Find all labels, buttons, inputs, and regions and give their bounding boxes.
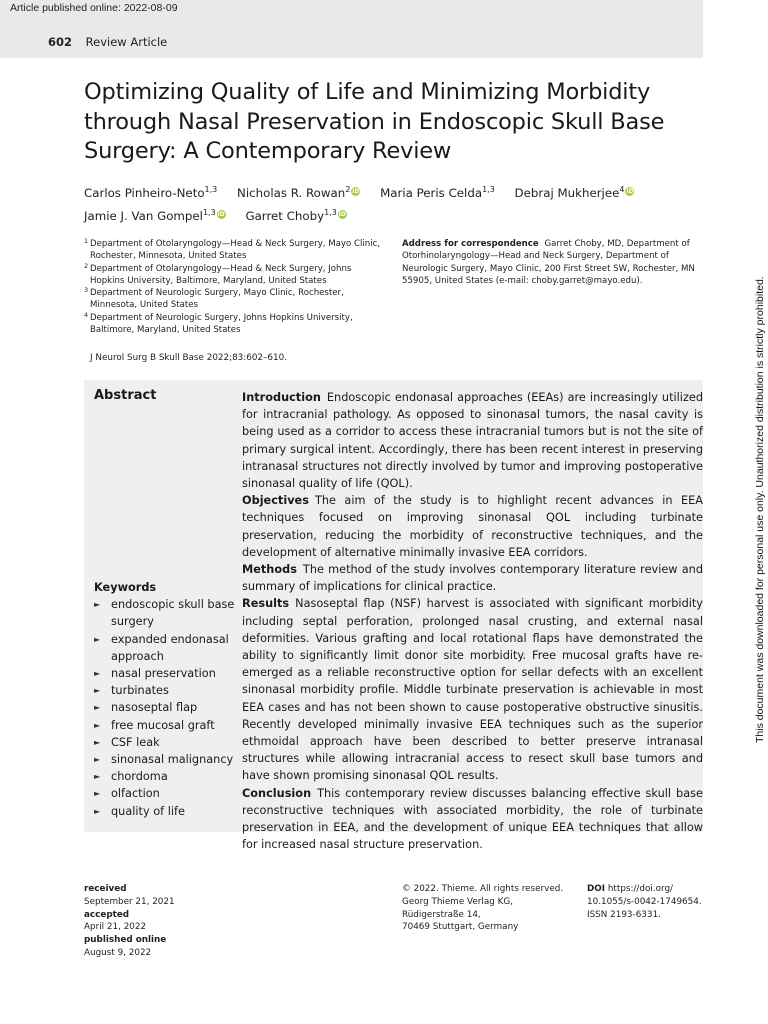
article-title: Optimizing Quality of Life and Minimizing Morbidity through Nasal Preservation in Endoscopic Skull Base Surgery: A Contemporary Review (84, 79, 665, 164)
affiliations (84, 238, 384, 336)
keyword-item: ► expanded endonasal approach (94, 631, 239, 665)
correspondence-label: Address for correspondence (402, 239, 539, 249)
running-header (48, 35, 167, 49)
keyword-item: ► chordoma (94, 768, 239, 785)
doi-link-cont[interactable]: 10.1055/s-0042-1749654. (587, 896, 702, 907)
affiliation-item: 2 Department of Otolaryngology—Head & Neck Surgery, Johns Hopkins University, Baltimore, Maryland, United States (84, 261, 352, 286)
citation: J Neurol Surg B Skull Base 2022;83:602–610. (90, 353, 288, 363)
issn: ISSN 2193-6331. (587, 909, 661, 920)
orcid-icon[interactable]: iD (338, 210, 346, 218)
orcid-icon[interactable]: iD (626, 187, 634, 195)
keyword-item: ► turbinates (94, 682, 239, 699)
affiliation-item: 3 Department of Neurologic Surgery, Mayo Clinic, Rochester, Minnesota, United States (84, 286, 344, 311)
date-value: September 21, 2021 (84, 896, 175, 907)
author[interactable]: Nicholas R. Rowan$^2$ iD (237, 185, 360, 200)
keyword-item: ► CSF leak (94, 734, 239, 751)
page-number: 602 (48, 35, 73, 49)
keyword-item: ► quality of life (94, 803, 239, 820)
date-value: August 9, 2022 (84, 947, 152, 958)
keywords-heading: Keywords (94, 581, 157, 594)
orcid-icon[interactable]: iD (217, 210, 225, 218)
published-date: Article published online: 2022-08-09 (10, 2, 178, 14)
keyword-item: ► free mucosal graft (94, 717, 239, 734)
author[interactable]: Carlos Pinheiro-Neto$^{1,3}$ (84, 185, 218, 200)
doi-link[interactable]: https://doi.org/ (607, 884, 673, 894)
author[interactable]: Debraj Mukherjee$^4$ iD (514, 185, 634, 200)
author[interactable]: Jamie J. Van Gompel$^{1,3}$ iD (84, 207, 225, 223)
doi-block (587, 883, 717, 921)
author-list (84, 180, 699, 226)
abstract-section: Objectives The aim of the study is to highlight recent advances in EEA techniques focused on improving sinonasal QOL including turbinate preservation, reducing the morbidity of reconstructive techniques, and the development of alternative minimally invasive EEA corridors. (242, 494, 703, 559)
keyword-item: ► endoscopic skull base surgery (94, 596, 239, 630)
keyword-item: ► olfaction (94, 785, 239, 802)
correspondence-text[interactable]: Garret Choby, MD, Department of Otorhinolaryngology—Head and Neck Surgery, Department of Neurologic Surgery, Mayo Clinic, 200 First Street SW, Rochester, MN 55905, United States (e-mail: choby.garret@mayo.edu). (402, 239, 695, 286)
abstract-section: Introduction Endoscopic endonasal approaches (EEAs) are increasingly utilized for intracranial pathology. As opposed to sinonasal tumors, the nasal cavity is being used as a corridor to access these intracranial tumors but is not the site of primary surgical intent. Accordingly, there has been recent interest in preserving intranasal structures not directly involved by tumor and improving postoperative sinonasal quality of life (QOL). (242, 391, 703, 491)
date-label: accepted (84, 909, 130, 920)
abstract-section: Methods The method of the study involves contemporary literature review and summary of implications for clinical practice. (242, 563, 703, 594)
keyword-item: ► sinonasal malignancy (94, 751, 239, 768)
keyword-item: ► nasoseptal flap (94, 699, 239, 716)
abstract-heading: Abstract (94, 388, 157, 403)
author[interactable]: Maria Peris Celda$^{1,3}$ (380, 185, 495, 200)
abstract-section: Conclusion This contemporary review discusses balancing effective skull base reconstructive techniques with associated morbidity, the role of turbinate preservation in EEA, and the development of unique EEA techniques that allow for increased nasal structure preservation. (242, 786, 703, 852)
copyright-notice: © 2022. Thieme. All rights reserved. Georg Thieme Verlag KG, Rüdigerstraße 14, 70469 Stuttgart, Germany (402, 884, 564, 933)
affiliation-item: 4 Department of Neurologic Surgery, Johns Hopkins University, Baltimore, Maryland, United States (84, 310, 353, 336)
correspondence (402, 238, 707, 287)
author[interactable]: Garret Choby$^{1,3}$ iD (245, 207, 346, 223)
keywords (94, 579, 239, 820)
date-value: April 21, 2022 (84, 922, 147, 933)
section-label: Review Article (85, 35, 168, 49)
date-label: received (84, 884, 127, 894)
download-notice: This document was downloaded for personal use only. Unauthorized distribution is strictly prohibited. (754, 276, 766, 743)
doi-label: DOI (587, 884, 606, 894)
keyword-item: ► nasal preservation (94, 665, 239, 682)
orcid-icon[interactable]: iD (352, 187, 360, 195)
abstract-section: Results Nasoseptal flap (NSF) harvest is associated with significant morbidity including septal perforation, prolonged nasal crusting, and external nasal deformities. Various grafting and local rotational flaps have demonstrated the ability to significantly limit donor site morbidity. Free mucosal grafts have re-emerged as a reliable reconstructive option for sellar defects with an excellent sinonasal morbidity profile. Middle turbinate preservation is achievable in most EEA cases and has not been shown to cause postoperative obstructive sinusitis. Recently developed minimally invasive EEA techniques such as the superior ethmoidal approach have been described to better preserve intranasal structures while allowing intracranial access to resect skull base tumors and have shown promising sinonasal QOL results. (242, 597, 703, 783)
article-dates (84, 883, 284, 960)
abstract-body (242, 389, 703, 853)
date-label: published online (84, 935, 167, 946)
affiliation-item: 1 Department of Otolaryngology—Head & Neck Surgery, Mayo Clinic, Rochester, Minnesota, United States (84, 237, 381, 262)
